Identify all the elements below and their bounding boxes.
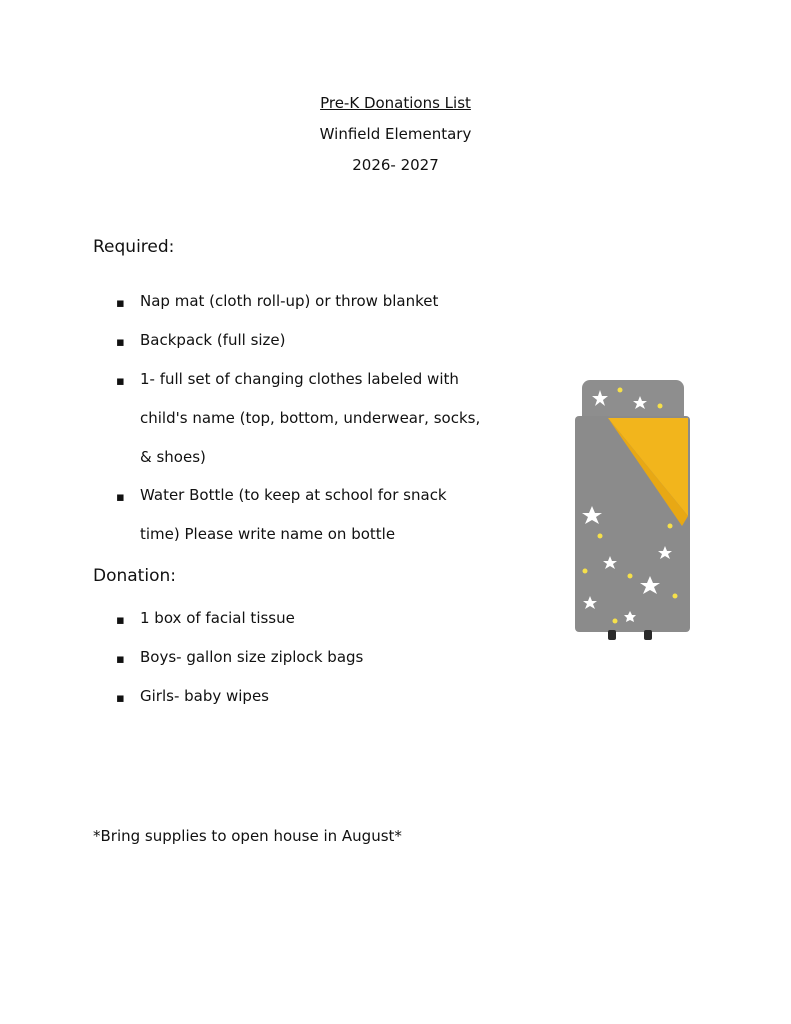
required-item-water-bottle: Water Bottle (to keep at school for snack bbox=[140, 486, 447, 504]
donation-item-ziplock: Boys- gallon size ziplock bags bbox=[140, 648, 364, 666]
required-heading: Required: bbox=[93, 237, 175, 257]
required-item-clothes-line3: & shoes) bbox=[140, 448, 206, 466]
bullet-icon: ▪ bbox=[116, 652, 125, 667]
bullet-icon: ▪ bbox=[116, 335, 125, 350]
bullet-icon: ▪ bbox=[116, 490, 125, 505]
required-item-clothes-line2: child's name (top, bottom, underwear, socks, bbox=[140, 409, 481, 427]
required-item-backpack: Backpack (full size) bbox=[140, 331, 286, 349]
required-item-water-bottle-line2: time) Please write name on bottle bbox=[140, 525, 396, 543]
donation-item-tissue: 1 box of facial tissue bbox=[140, 609, 295, 627]
required-item-clothes: 1- full set of changing clothes labeled with bbox=[140, 370, 459, 388]
page-title: Pre-K Donations List bbox=[320, 94, 471, 112]
donation-heading: Donation: bbox=[93, 566, 176, 586]
bullet-icon: ▪ bbox=[116, 374, 125, 389]
bullet-icon: ▪ bbox=[116, 691, 125, 706]
required-item-nap-mat: Nap mat (cloth roll-up) or throw blanket bbox=[140, 292, 439, 310]
school-name: Winfield Elementary bbox=[319, 125, 472, 143]
bullet-icon: ▪ bbox=[116, 296, 125, 311]
nap-mat-illustration bbox=[570, 376, 695, 642]
donation-item-wipes: Girls- baby wipes bbox=[140, 687, 270, 705]
school-year: 2026- 2027 bbox=[352, 156, 439, 174]
bullet-icon: ▪ bbox=[116, 613, 125, 628]
footer-note: *Bring supplies to open house in August* bbox=[93, 827, 402, 845]
